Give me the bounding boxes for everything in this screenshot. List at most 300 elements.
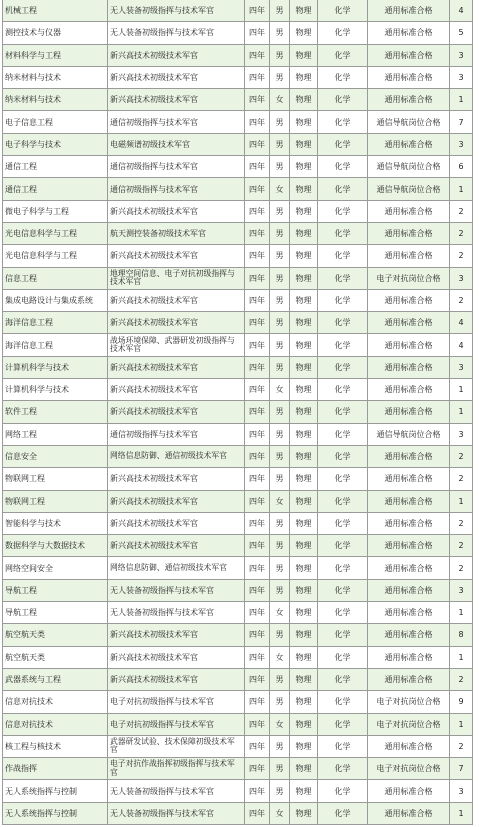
secondary-subject-cell: 化学 (318, 780, 368, 802)
primary-subject-cell: 物理 (290, 691, 318, 713)
table-row (3, 111, 473, 133)
table-row (3, 178, 473, 200)
gender-cell: 男 (270, 289, 290, 311)
physical-requirement-cell: 通用标准合格 (368, 490, 450, 512)
duration-cell: 四年 (245, 289, 270, 311)
primary-subject-cell: 物理 (290, 267, 318, 289)
table-row (3, 66, 473, 88)
secondary-subject-cell: 化学 (318, 289, 368, 311)
position-cell: 新兴高技术初级技术军官 (108, 668, 245, 690)
quota-count-cell: 2 (450, 468, 473, 490)
duration-cell: 四年 (245, 66, 270, 88)
primary-subject-cell: 物理 (290, 535, 318, 557)
physical-requirement-cell: 通信导航岗位合格 (368, 156, 450, 178)
physical-requirement-cell: 通用标准合格 (368, 222, 450, 244)
primary-subject-cell: 物理 (290, 758, 318, 780)
primary-subject-cell: 物理 (290, 111, 318, 133)
gender-cell: 女 (270, 178, 290, 200)
secondary-subject-cell: 化学 (318, 512, 368, 534)
gender-cell: 男 (270, 445, 290, 467)
quota-count-cell: 2 (450, 222, 473, 244)
major-cell: 数据科学与大数据技术 (3, 535, 108, 557)
position-cell: 武器研发试验、技术保障初级技术军官 (108, 735, 245, 757)
secondary-subject-cell: 化学 (318, 802, 368, 824)
primary-subject-cell: 物理 (290, 178, 318, 200)
duration-cell: 四年 (245, 535, 270, 557)
major-cell: 电子信息工程 (3, 111, 108, 133)
physical-requirement-cell: 通用标准合格 (368, 624, 450, 646)
gender-cell: 男 (270, 668, 290, 690)
position-cell: 新兴高技术初级技术军官 (108, 89, 245, 111)
quota-count-cell: 5 (450, 22, 473, 44)
table-row (3, 646, 473, 668)
gender-cell: 男 (270, 579, 290, 601)
secondary-subject-cell: 化学 (318, 44, 368, 66)
quota-count-cell: 1 (450, 401, 473, 423)
quota-count-cell: 3 (450, 133, 473, 155)
secondary-subject-cell: 化学 (318, 668, 368, 690)
major-cell: 计算机科学与技术 (3, 356, 108, 378)
position-cell: 新兴高技术初级技术军官 (108, 66, 245, 88)
physical-requirement-cell: 通用标准合格 (368, 802, 450, 824)
physical-requirement-cell: 电子对抗岗位合格 (368, 267, 450, 289)
primary-subject-cell: 物理 (290, 245, 318, 267)
gender-cell: 女 (270, 713, 290, 735)
position-cell: 航天测控装备初级技术军官 (108, 222, 245, 244)
major-cell: 网络空间安全 (3, 557, 108, 579)
position-cell: 无人装备初级指挥与技术军官 (108, 780, 245, 802)
primary-subject-cell: 物理 (290, 0, 318, 22)
physical-requirement-cell: 通用标准合格 (368, 668, 450, 690)
table-row (3, 423, 473, 445)
table-row (3, 89, 473, 111)
major-cell: 计算机科学与技术 (3, 379, 108, 401)
duration-cell: 四年 (245, 668, 270, 690)
quota-count-cell: 1 (450, 646, 473, 668)
gender-cell: 男 (270, 735, 290, 757)
gender-cell: 男 (270, 22, 290, 44)
physical-requirement-cell: 通用标准合格 (368, 44, 450, 66)
major-cell: 光电信息科学与工程 (3, 222, 108, 244)
duration-cell: 四年 (245, 691, 270, 713)
position-cell: 新兴高技术初级技术军官 (108, 468, 245, 490)
gender-cell: 女 (270, 89, 290, 111)
duration-cell: 四年 (245, 602, 270, 624)
major-cell: 作战指挥 (3, 758, 108, 780)
secondary-subject-cell: 化学 (318, 0, 368, 22)
major-cell: 光电信息科学与工程 (3, 245, 108, 267)
table-row (3, 156, 473, 178)
position-cell: 通信初级指挥与技术军官 (108, 156, 245, 178)
major-cell: 武器系统与工程 (3, 668, 108, 690)
table-row (3, 245, 473, 267)
primary-subject-cell: 物理 (290, 89, 318, 111)
major-cell: 航空航天类 (3, 646, 108, 668)
position-cell: 无人装备初级指挥与技术军官 (108, 22, 245, 44)
table-row (3, 133, 473, 155)
gender-cell: 男 (270, 468, 290, 490)
secondary-subject-cell: 化学 (318, 111, 368, 133)
quota-count-cell: 4 (450, 312, 473, 334)
gender-cell: 男 (270, 0, 290, 22)
duration-cell: 四年 (245, 512, 270, 534)
physical-requirement-cell: 通用标准合格 (368, 512, 450, 534)
major-cell: 物联网工程 (3, 490, 108, 512)
duration-cell: 四年 (245, 780, 270, 802)
position-cell: 电磁频谱初级技术军官 (108, 133, 245, 155)
position-cell: 战场环境保障、武器研发初级指挥与技术军官 (108, 334, 245, 356)
physical-requirement-cell: 通用标准合格 (368, 401, 450, 423)
primary-subject-cell: 物理 (290, 445, 318, 467)
gender-cell: 男 (270, 200, 290, 222)
gender-cell: 男 (270, 758, 290, 780)
table-row (3, 200, 473, 222)
primary-subject-cell: 物理 (290, 602, 318, 624)
physical-requirement-cell: 通用标准合格 (368, 0, 450, 22)
major-cell: 智能科学与技术 (3, 512, 108, 534)
position-cell: 无人装备初级指挥与技术军官 (108, 602, 245, 624)
physical-requirement-cell: 通用标准合格 (368, 557, 450, 579)
gender-cell: 男 (270, 156, 290, 178)
gender-cell: 男 (270, 111, 290, 133)
duration-cell: 四年 (245, 624, 270, 646)
secondary-subject-cell: 化学 (318, 356, 368, 378)
table-row (3, 468, 473, 490)
position-cell: 新兴高技术初级技术军官 (108, 245, 245, 267)
major-cell: 测控技术与仪器 (3, 22, 108, 44)
table-body (3, 0, 473, 824)
gender-cell: 男 (270, 356, 290, 378)
table-row (3, 490, 473, 512)
duration-cell: 四年 (245, 89, 270, 111)
secondary-subject-cell: 化学 (318, 379, 368, 401)
major-cell: 材料科学与工程 (3, 44, 108, 66)
physical-requirement-cell: 通用标准合格 (368, 289, 450, 311)
duration-cell: 四年 (245, 356, 270, 378)
major-cell: 信息对抗技术 (3, 691, 108, 713)
quota-count-cell: 2 (450, 445, 473, 467)
gender-cell: 女 (270, 379, 290, 401)
position-cell: 新兴高技术初级技术军官 (108, 289, 245, 311)
quota-count-cell: 7 (450, 111, 473, 133)
quota-count-cell: 3 (450, 423, 473, 445)
primary-subject-cell: 物理 (290, 735, 318, 757)
secondary-subject-cell: 化学 (318, 312, 368, 334)
major-cell: 微电子科学与工程 (3, 200, 108, 222)
table-row (3, 445, 473, 467)
gender-cell: 男 (270, 44, 290, 66)
admissions-plan-table (2, 0, 473, 825)
major-cell: 无人系统指挥与控制 (3, 780, 108, 802)
quota-count-cell: 1 (450, 490, 473, 512)
position-cell: 通信初级指挥与技术军官 (108, 423, 245, 445)
duration-cell: 四年 (245, 22, 270, 44)
gender-cell: 男 (270, 535, 290, 557)
duration-cell: 四年 (245, 423, 270, 445)
table-row (3, 802, 473, 824)
quota-count-cell: 1 (450, 178, 473, 200)
physical-requirement-cell: 通用标准合格 (368, 200, 450, 222)
secondary-subject-cell: 化学 (318, 735, 368, 757)
gender-cell: 男 (270, 401, 290, 423)
secondary-subject-cell: 化学 (318, 89, 368, 111)
primary-subject-cell: 物理 (290, 802, 318, 824)
physical-requirement-cell: 通用标准合格 (368, 468, 450, 490)
quota-count-cell: 2 (450, 557, 473, 579)
table-row (3, 735, 473, 757)
secondary-subject-cell: 化学 (318, 691, 368, 713)
secondary-subject-cell: 化学 (318, 579, 368, 601)
quota-count-cell: 7 (450, 758, 473, 780)
major-cell: 信息工程 (3, 267, 108, 289)
major-cell: 海洋信息工程 (3, 312, 108, 334)
primary-subject-cell: 物理 (290, 379, 318, 401)
table-row (3, 557, 473, 579)
gender-cell: 男 (270, 557, 290, 579)
primary-subject-cell: 物理 (290, 557, 318, 579)
major-cell: 导航工程 (3, 602, 108, 624)
secondary-subject-cell: 化学 (318, 624, 368, 646)
position-cell: 新兴高技术初级技术军官 (108, 401, 245, 423)
duration-cell: 四年 (245, 133, 270, 155)
quota-count-cell: 2 (450, 289, 473, 311)
secondary-subject-cell: 化学 (318, 468, 368, 490)
secondary-subject-cell: 化学 (318, 423, 368, 445)
table-row (3, 668, 473, 690)
quota-count-cell: 9 (450, 691, 473, 713)
major-cell: 电子科学与技术 (3, 133, 108, 155)
major-cell: 通信工程 (3, 156, 108, 178)
duration-cell: 四年 (245, 445, 270, 467)
table-row (3, 624, 473, 646)
major-cell: 航空航天类 (3, 624, 108, 646)
table-row (3, 0, 473, 22)
primary-subject-cell: 物理 (290, 289, 318, 311)
physical-requirement-cell: 通用标准合格 (368, 535, 450, 557)
major-cell: 网络工程 (3, 423, 108, 445)
position-cell: 新兴高技术初级技术军官 (108, 44, 245, 66)
physical-requirement-cell: 通用标准合格 (368, 334, 450, 356)
gender-cell: 男 (270, 312, 290, 334)
physical-requirement-cell: 通用标准合格 (368, 780, 450, 802)
gender-cell: 男 (270, 512, 290, 534)
major-cell: 通信工程 (3, 178, 108, 200)
physical-requirement-cell: 通用标准合格 (368, 89, 450, 111)
position-cell: 新兴高技术初级技术军官 (108, 535, 245, 557)
primary-subject-cell: 物理 (290, 713, 318, 735)
quota-count-cell: 6 (450, 156, 473, 178)
primary-subject-cell: 物理 (290, 312, 318, 334)
quota-count-cell: 2 (450, 200, 473, 222)
secondary-subject-cell: 化学 (318, 401, 368, 423)
major-cell: 信息安全 (3, 445, 108, 467)
position-cell: 新兴高技术初级技术军官 (108, 312, 245, 334)
quota-count-cell: 3 (450, 579, 473, 601)
primary-subject-cell: 物理 (290, 423, 318, 445)
gender-cell: 男 (270, 334, 290, 356)
position-cell: 无人装备初级指挥与技术军官 (108, 0, 245, 22)
primary-subject-cell: 物理 (290, 200, 318, 222)
table-row (3, 312, 473, 334)
primary-subject-cell: 物理 (290, 512, 318, 534)
secondary-subject-cell: 化学 (318, 200, 368, 222)
physical-requirement-cell: 电子对抗岗位合格 (368, 758, 450, 780)
duration-cell: 四年 (245, 267, 270, 289)
table-row (3, 579, 473, 601)
secondary-subject-cell: 化学 (318, 445, 368, 467)
primary-subject-cell: 物理 (290, 468, 318, 490)
physical-requirement-cell: 通用标准合格 (368, 66, 450, 88)
gender-cell: 女 (270, 802, 290, 824)
physical-requirement-cell: 通用标准合格 (368, 646, 450, 668)
gender-cell: 女 (270, 646, 290, 668)
primary-subject-cell: 物理 (290, 334, 318, 356)
physical-requirement-cell: 通用标准合格 (368, 133, 450, 155)
major-cell: 纳米材料与技术 (3, 66, 108, 88)
physical-requirement-cell: 电子对抗岗位合格 (368, 691, 450, 713)
quota-count-cell: 4 (450, 334, 473, 356)
duration-cell: 四年 (245, 735, 270, 757)
secondary-subject-cell: 化学 (318, 133, 368, 155)
duration-cell: 四年 (245, 312, 270, 334)
primary-subject-cell: 物理 (290, 579, 318, 601)
secondary-subject-cell: 化学 (318, 245, 368, 267)
major-cell: 信息对抗技术 (3, 713, 108, 735)
quota-count-cell: 8 (450, 624, 473, 646)
secondary-subject-cell: 化学 (318, 602, 368, 624)
gender-cell: 男 (270, 222, 290, 244)
physical-requirement-cell: 通信导航岗位合格 (368, 111, 450, 133)
secondary-subject-cell: 化学 (318, 758, 368, 780)
secondary-subject-cell: 化学 (318, 222, 368, 244)
physical-requirement-cell: 电子对抗岗位合格 (368, 713, 450, 735)
quota-count-cell: 2 (450, 512, 473, 534)
table-row (3, 401, 473, 423)
duration-cell: 四年 (245, 334, 270, 356)
position-cell: 新兴高技术初级技术军官 (108, 490, 245, 512)
primary-subject-cell: 物理 (290, 668, 318, 690)
primary-subject-cell: 物理 (290, 401, 318, 423)
physical-requirement-cell: 通用标准合格 (368, 602, 450, 624)
secondary-subject-cell: 化学 (318, 557, 368, 579)
position-cell: 电子对抗初级指挥与技术军官 (108, 713, 245, 735)
quota-count-cell: 4 (450, 0, 473, 22)
quota-count-cell: 1 (450, 713, 473, 735)
major-cell: 集成电路设计与集成系统 (3, 289, 108, 311)
position-cell: 地理空间信息、电子对抗初级指挥与技术军官 (108, 267, 245, 289)
secondary-subject-cell: 化学 (318, 713, 368, 735)
duration-cell: 四年 (245, 178, 270, 200)
gender-cell: 女 (270, 490, 290, 512)
secondary-subject-cell: 化学 (318, 334, 368, 356)
gender-cell: 男 (270, 691, 290, 713)
duration-cell: 四年 (245, 156, 270, 178)
duration-cell: 四年 (245, 802, 270, 824)
duration-cell: 四年 (245, 579, 270, 601)
table-row (3, 602, 473, 624)
duration-cell: 四年 (245, 44, 270, 66)
position-cell: 新兴高技术初级技术军官 (108, 624, 245, 646)
physical-requirement-cell: 通信导航岗位合格 (368, 178, 450, 200)
gender-cell: 男 (270, 133, 290, 155)
quota-count-cell: 1 (450, 602, 473, 624)
position-cell: 新兴高技术初级技术军官 (108, 356, 245, 378)
duration-cell: 四年 (245, 401, 270, 423)
position-cell: 新兴高技术初级技术军官 (108, 200, 245, 222)
quota-count-cell: 1 (450, 802, 473, 824)
position-cell: 新兴高技术初级技术军官 (108, 379, 245, 401)
major-cell: 机械工程 (3, 0, 108, 22)
quota-count-cell: 3 (450, 267, 473, 289)
quota-count-cell: 3 (450, 66, 473, 88)
position-cell: 无人装备初级指挥与技术军官 (108, 579, 245, 601)
physical-requirement-cell: 通用标准合格 (368, 445, 450, 467)
duration-cell: 四年 (245, 468, 270, 490)
secondary-subject-cell: 化学 (318, 178, 368, 200)
physical-requirement-cell: 通用标准合格 (368, 22, 450, 44)
primary-subject-cell: 物理 (290, 133, 318, 155)
position-cell: 无人装备初级指挥与技术军官 (108, 802, 245, 824)
secondary-subject-cell: 化学 (318, 646, 368, 668)
secondary-subject-cell: 化学 (318, 22, 368, 44)
table-row (3, 22, 473, 44)
quota-count-cell: 3 (450, 356, 473, 378)
table-row (3, 289, 473, 311)
duration-cell: 四年 (245, 490, 270, 512)
duration-cell: 四年 (245, 0, 270, 22)
primary-subject-cell: 物理 (290, 490, 318, 512)
major-cell: 软件工程 (3, 401, 108, 423)
secondary-subject-cell: 化学 (318, 535, 368, 557)
physical-requirement-cell: 通信导航岗位合格 (368, 423, 450, 445)
duration-cell: 四年 (245, 200, 270, 222)
position-cell: 网络信息防御、通信初级技术军官 (108, 445, 245, 467)
quota-count-cell: 2 (450, 668, 473, 690)
table-row (3, 713, 473, 735)
physical-requirement-cell: 通用标准合格 (368, 379, 450, 401)
duration-cell: 四年 (245, 713, 270, 735)
major-cell: 海洋信息工程 (3, 334, 108, 356)
major-cell: 物联网工程 (3, 468, 108, 490)
duration-cell: 四年 (245, 557, 270, 579)
secondary-subject-cell: 化学 (318, 156, 368, 178)
table-row (3, 222, 473, 244)
quota-count-cell: 2 (450, 535, 473, 557)
primary-subject-cell: 物理 (290, 624, 318, 646)
gender-cell: 男 (270, 66, 290, 88)
primary-subject-cell: 物理 (290, 780, 318, 802)
position-cell: 新兴高技术初级技术军官 (108, 646, 245, 668)
major-cell: 纳米材料与技术 (3, 89, 108, 111)
quota-count-cell: 2 (450, 245, 473, 267)
table-row (3, 691, 473, 713)
physical-requirement-cell: 通用标准合格 (368, 312, 450, 334)
primary-subject-cell: 物理 (290, 222, 318, 244)
gender-cell: 男 (270, 624, 290, 646)
primary-subject-cell: 物理 (290, 66, 318, 88)
major-cell: 导航工程 (3, 579, 108, 601)
primary-subject-cell: 物理 (290, 22, 318, 44)
duration-cell: 四年 (245, 758, 270, 780)
quota-count-cell: 3 (450, 780, 473, 802)
table-row (3, 356, 473, 378)
position-cell: 通信初级指挥与技术军官 (108, 178, 245, 200)
table-row (3, 535, 473, 557)
secondary-subject-cell: 化学 (318, 267, 368, 289)
physical-requirement-cell: 通用标准合格 (368, 579, 450, 601)
table-row (3, 379, 473, 401)
secondary-subject-cell: 化学 (318, 490, 368, 512)
